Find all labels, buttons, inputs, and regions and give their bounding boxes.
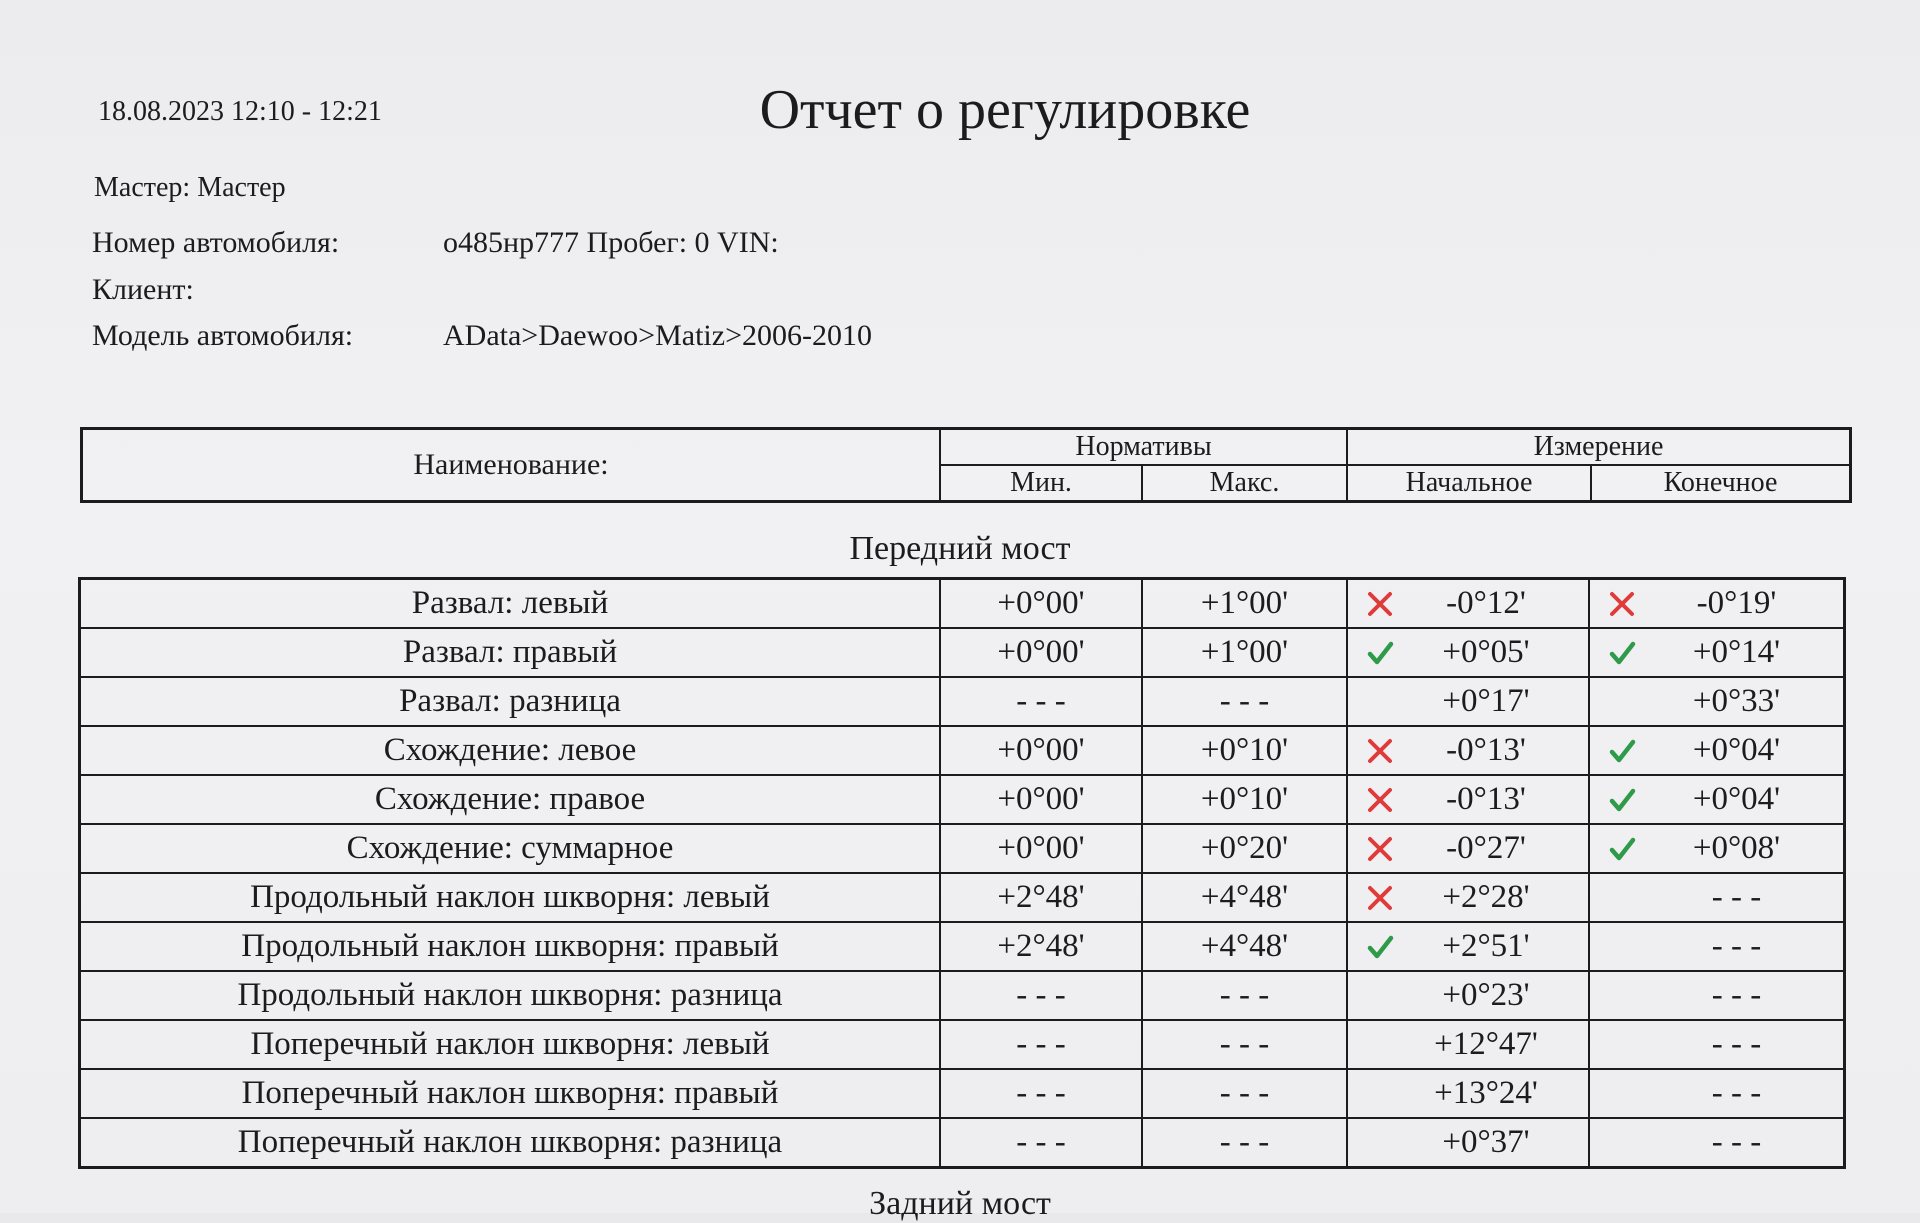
- row-final-text: - - -: [1711, 928, 1762, 964]
- row-min: [940, 677, 1142, 726]
- table-row: [80, 579, 1845, 629]
- row-final: [1589, 971, 1845, 1020]
- table-row: [80, 824, 1845, 873]
- table-header: [80, 427, 1852, 503]
- table-row: [80, 922, 1845, 971]
- row-max-text: - - -: [1219, 1026, 1270, 1062]
- row-initial-text: +12°47': [1434, 1026, 1538, 1062]
- row-max: [1142, 922, 1347, 971]
- row-final-text: +0°04': [1692, 781, 1781, 817]
- master-line: Мастер: Мастер: [94, 172, 286, 203]
- row-name-text: Продольный наклон шкворня: правый: [241, 928, 779, 964]
- row-name: [80, 726, 941, 775]
- row-min: [940, 579, 1142, 629]
- row-initial: [1347, 971, 1589, 1020]
- header-measurement: Измерение: [1347, 429, 1851, 466]
- row-final: [1589, 1020, 1845, 1069]
- section-rear-axle: Задний мост: [869, 1185, 1051, 1222]
- row-name-text: Схождение: правое: [374, 781, 646, 817]
- row-min: [940, 1020, 1142, 1069]
- row-max: [1142, 873, 1347, 922]
- row-initial: [1347, 1020, 1589, 1069]
- row-max: [1142, 677, 1347, 726]
- row-min-text: - - -: [1016, 683, 1066, 719]
- row-max-text: - - -: [1219, 977, 1270, 1013]
- row-initial: [1347, 1069, 1589, 1118]
- row-final: [1589, 628, 1845, 677]
- row-max-text: +0°20': [1200, 830, 1289, 866]
- row-final-text: +0°04': [1692, 732, 1781, 768]
- row-min-text: +0°00': [997, 830, 1085, 866]
- row-initial-text: +0°37': [1442, 1124, 1530, 1160]
- car-number-label: Номер автомобиля:: [92, 226, 340, 259]
- row-name: [80, 824, 941, 873]
- row-final-text: +0°14': [1692, 634, 1781, 670]
- row-min: [940, 628, 1142, 677]
- model-value: AData>Daewoo>Matiz>2006-2010: [443, 319, 872, 352]
- row-max-text: +0°10': [1200, 781, 1289, 817]
- row-initial-text: -0°27': [1446, 830, 1526, 866]
- header-final: Конечное: [1591, 465, 1851, 502]
- row-final: [1589, 1069, 1845, 1118]
- row-min: [940, 726, 1142, 775]
- row-initial-text: +13°24': [1434, 1075, 1538, 1111]
- row-initial-text: +0°05': [1442, 634, 1530, 670]
- row-min: [940, 971, 1142, 1020]
- row-name-text: Поперечный наклон шкворня: правый: [241, 1075, 779, 1111]
- row-min-text: - - -: [1016, 1026, 1066, 1062]
- row-min-text: - - -: [1016, 977, 1066, 1013]
- table-row: [80, 1020, 1845, 1069]
- cross-icon: [1364, 588, 1396, 620]
- row-final-text: -0°19': [1696, 585, 1777, 621]
- row-name: [80, 677, 941, 726]
- row-name-text: Поперечный наклон шкворня: разница: [237, 1124, 783, 1160]
- section-front-axle: Передний мост: [849, 530, 1071, 567]
- row-name-text: Развал: правый: [402, 634, 618, 670]
- table-row: [80, 726, 1845, 775]
- cross-icon: [1364, 833, 1396, 865]
- row-min: [940, 775, 1142, 824]
- row-max-text: +1°00': [1200, 585, 1289, 621]
- check-icon: [1606, 735, 1638, 767]
- table-row: [80, 677, 1845, 726]
- row-min-text: +0°00': [997, 732, 1085, 768]
- table-row: [80, 1069, 1845, 1118]
- row-initial: [1347, 873, 1589, 922]
- row-final: [1589, 922, 1845, 971]
- row-max-text: +1°00': [1200, 634, 1289, 670]
- check-icon: [1606, 833, 1638, 865]
- row-initial: [1347, 579, 1589, 629]
- row-name: [80, 775, 941, 824]
- check-icon: [1606, 637, 1638, 669]
- row-name-text: Схождение: суммарное: [346, 830, 674, 866]
- table-row: [80, 873, 1845, 922]
- row-max: [1142, 824, 1347, 873]
- row-min: [940, 824, 1142, 873]
- row-final: [1589, 824, 1845, 873]
- row-min: [940, 873, 1142, 922]
- row-max-text: - - -: [1219, 1124, 1270, 1160]
- row-max: [1142, 1118, 1347, 1168]
- row-final-text: - - -: [1711, 1124, 1762, 1160]
- row-initial: [1347, 677, 1589, 726]
- client-label: Клиент:: [92, 273, 194, 306]
- row-name-text: Продольный наклон шкворня: разница: [237, 977, 783, 1013]
- row-max: [1142, 628, 1347, 677]
- cross-icon: [1364, 784, 1396, 816]
- row-max: [1142, 1020, 1347, 1069]
- report-title: Отчет о регулировке: [759, 79, 1251, 141]
- header-norms: Нормативы: [940, 429, 1347, 466]
- row-min-text: +0°00': [997, 634, 1085, 670]
- row-min: [940, 922, 1142, 971]
- row-name-text: Развал: разница: [399, 683, 621, 719]
- row-name: [80, 971, 941, 1020]
- row-final-text: +0°08': [1692, 830, 1781, 866]
- row-final: [1589, 775, 1845, 824]
- check-icon: [1606, 784, 1638, 816]
- row-final: [1589, 726, 1845, 775]
- check-icon: [1364, 637, 1396, 669]
- car-number-value: о485нр777 Пробег: 0 VIN:: [443, 226, 779, 259]
- row-final: [1589, 1118, 1845, 1168]
- row-initial-text: -0°12': [1446, 585, 1526, 621]
- row-name-text: Схождение: левое: [383, 732, 637, 768]
- row-max: [1142, 726, 1347, 775]
- header-min: Мин.: [940, 465, 1142, 502]
- row-name: [80, 1118, 941, 1168]
- cross-icon: [1364, 882, 1396, 914]
- row-final-text: - - -: [1711, 1075, 1762, 1111]
- row-name: [80, 922, 941, 971]
- row-initial: [1347, 775, 1589, 824]
- row-max: [1142, 971, 1347, 1020]
- row-max-text: - - -: [1219, 683, 1270, 719]
- row-initial-text: +0°17': [1442, 683, 1530, 719]
- row-final-text: - - -: [1711, 879, 1762, 915]
- row-max-text: +0°10': [1200, 732, 1289, 768]
- cross-icon: [1364, 735, 1396, 767]
- model-label: Модель автомобиля:: [92, 319, 354, 352]
- header-max: Макс.: [1142, 465, 1347, 502]
- row-name: [80, 579, 941, 629]
- row-initial: [1347, 824, 1589, 873]
- row-min-text: +2°48': [997, 928, 1085, 964]
- table-row: [80, 775, 1845, 824]
- row-initial-text: -0°13': [1446, 781, 1526, 817]
- row-min: [940, 1118, 1142, 1168]
- row-max: [1142, 775, 1347, 824]
- row-max-text: +4°48': [1200, 879, 1289, 915]
- header-initial: Начальное: [1347, 465, 1591, 502]
- row-name: [80, 873, 941, 922]
- row-name-text: Продольный наклон шкворня: левый: [250, 879, 770, 915]
- row-initial-text: +2°28': [1442, 879, 1530, 915]
- row-name-text: Поперечный наклон шкворня: левый: [250, 1026, 770, 1062]
- report-datetime: 18.08.2023 12:10 - 12:21: [98, 96, 382, 127]
- row-name-text: Развал: левый: [411, 585, 609, 621]
- row-final: [1589, 873, 1845, 922]
- header-name: Наименование:: [82, 429, 941, 502]
- measurements-table: [78, 577, 1846, 1169]
- row-name: [80, 1020, 941, 1069]
- row-name: [80, 628, 941, 677]
- row-min-text: +0°00': [997, 585, 1085, 621]
- row-min-text: +0°00': [997, 781, 1085, 817]
- row-initial-text: -0°13': [1446, 732, 1526, 768]
- row-initial: [1347, 922, 1589, 971]
- row-min-text: - - -: [1016, 1075, 1066, 1111]
- row-initial-text: +0°23': [1442, 977, 1530, 1013]
- row-initial: [1347, 628, 1589, 677]
- check-icon: [1364, 931, 1396, 963]
- row-max: [1142, 579, 1347, 629]
- row-final-text: - - -: [1711, 1026, 1762, 1062]
- row-final: [1589, 677, 1845, 726]
- row-min-text: +2°48': [997, 879, 1085, 915]
- row-min: [940, 1069, 1142, 1118]
- table-row: [80, 1118, 1845, 1168]
- table-row: [80, 971, 1845, 1020]
- row-max-text: +4°48': [1200, 928, 1289, 964]
- table-row: [80, 628, 1845, 677]
- row-max: [1142, 1069, 1347, 1118]
- row-final: [1589, 579, 1845, 629]
- cross-icon: [1606, 588, 1638, 620]
- row-final-text: +0°33': [1692, 683, 1781, 719]
- row-initial-text: +2°51': [1442, 928, 1530, 964]
- row-max-text: - - -: [1219, 1075, 1270, 1111]
- row-min-text: - - -: [1016, 1124, 1066, 1160]
- row-initial: [1347, 726, 1589, 775]
- row-initial: [1347, 1118, 1589, 1168]
- row-final-text: - - -: [1711, 977, 1762, 1013]
- row-name: [80, 1069, 941, 1118]
